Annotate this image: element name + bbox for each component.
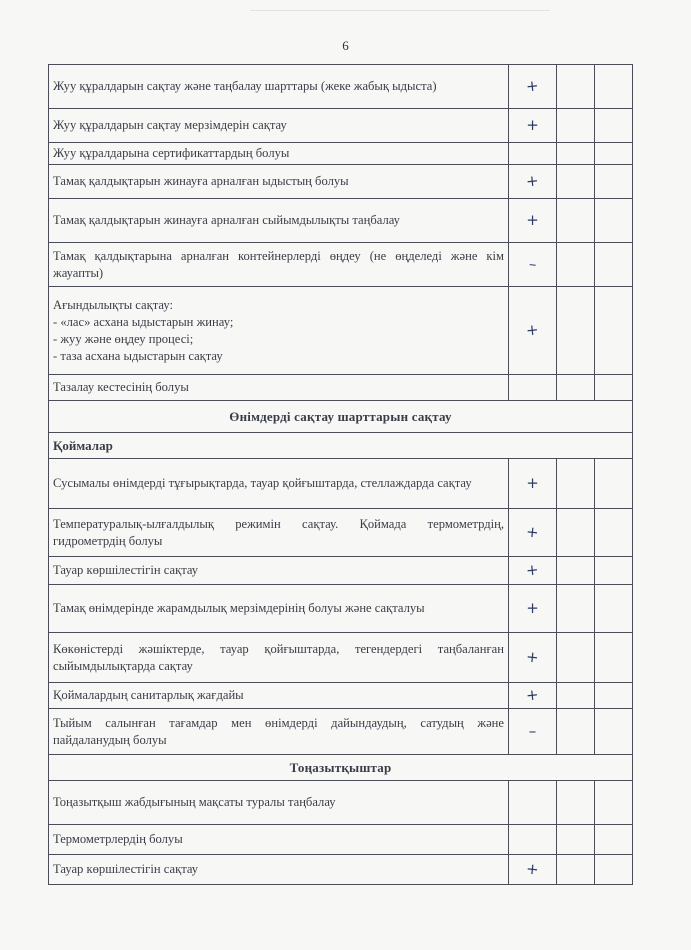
- checklist-row: [49, 243, 633, 287]
- compliance-mark-cell: [509, 633, 557, 683]
- page-number: 6: [342, 38, 349, 53]
- compliance-mark-cell: [509, 781, 557, 825]
- checklist-row: [49, 143, 633, 165]
- requirement-line: Ағындылықты сақтау:: [53, 297, 173, 312]
- empty-cell: [557, 287, 595, 375]
- requirement-text: Тауар көршілестігін сақтау: [49, 557, 509, 585]
- empty-cell: [557, 109, 595, 143]
- plus-mark: +: [525, 685, 540, 705]
- compliance-mark-cell: [509, 557, 557, 585]
- checklist-row: [49, 855, 633, 885]
- requirement-text: Жуу құралдарын сақтау мерзімдерін сақтау: [49, 109, 509, 143]
- compliance-mark-cell: [509, 459, 557, 509]
- checklist-row: [49, 825, 633, 855]
- compliance-mark-cell: [509, 683, 557, 709]
- compliance-mark-cell: [509, 585, 557, 633]
- plus-mark: +: [525, 522, 540, 542]
- empty-cell: [595, 65, 633, 109]
- checklist-row: [49, 65, 633, 109]
- compliance-mark-cell: [509, 709, 557, 755]
- compliance-mark-cell: [509, 375, 557, 401]
- empty-cell: [595, 199, 633, 243]
- plus-mark: +: [526, 211, 539, 229]
- compliance-mark-cell: [509, 143, 557, 165]
- compliance-mark-cell: [509, 287, 557, 375]
- checklist-row: [49, 375, 633, 401]
- compliance-mark-cell: [509, 243, 557, 287]
- checklist-row: [49, 199, 633, 243]
- checklist-row: [49, 683, 633, 709]
- checklist-row: [49, 557, 633, 585]
- section-header-row: [49, 401, 633, 433]
- checklist-table: [48, 64, 633, 885]
- compliance-mark-cell: [509, 109, 557, 143]
- empty-cell: [557, 199, 595, 243]
- requirement-text: Тамақ қалдықтарын жинауға арналған ыдыстың болуы: [49, 165, 509, 199]
- requirement-text: Сусымалы өнімдерді тұғырықтарда, тауар қойғыштарда, стеллаждарда сақтау: [49, 459, 509, 509]
- empty-cell: [557, 509, 595, 557]
- empty-cell: [595, 633, 633, 683]
- plus-mark: +: [525, 560, 540, 580]
- scan-edge-line: [250, 0, 550, 11]
- checklist-row: [49, 509, 633, 557]
- empty-cell: [557, 855, 595, 885]
- plus-mark: +: [526, 116, 539, 134]
- checklist-row: [49, 109, 633, 143]
- checklist-row: [49, 781, 633, 825]
- empty-cell: [595, 165, 633, 199]
- checklist-body: [49, 65, 633, 885]
- empty-cell: [595, 585, 633, 633]
- empty-cell: [557, 781, 595, 825]
- empty-cell: [557, 143, 595, 165]
- requirement-text: Көкөністерді жәшіктерде, тауар қойғыштарда, тегендердегі таңбаланған сыйымдылықтарда сақтау: [49, 633, 509, 683]
- checklist-row: [49, 633, 633, 683]
- empty-cell: [595, 109, 633, 143]
- plus-mark: +: [526, 599, 539, 617]
- checklist-row: [49, 165, 633, 199]
- section-header-row: [49, 755, 633, 781]
- empty-cell: [595, 375, 633, 401]
- empty-cell: [595, 855, 633, 885]
- requirement-text: Қоймалардың санитарлық жағдайы: [49, 683, 509, 709]
- empty-cell: [557, 825, 595, 855]
- requirement-text: Тауар көршілестігін сақтау: [49, 855, 509, 885]
- requirement-line: - таза асхана ыдыстарын сақтау: [53, 348, 223, 363]
- checklist-row: [49, 459, 633, 509]
- requirement-text: Тыйым салынған тағамдар мен өнімдерді дайындаудың, сатудың және пайдаланудың болуы: [49, 709, 509, 755]
- checklist-row: [49, 287, 633, 375]
- compliance-mark-cell: [509, 65, 557, 109]
- empty-cell: [595, 287, 633, 375]
- requirement-text: Жуу құралдарын сақтау және таңбалау шарттары (жеке жабық ыдыста): [49, 65, 509, 109]
- empty-cell: [557, 459, 595, 509]
- subsection-header-row: [49, 433, 633, 459]
- requirement-text: Температуралық-ылғалдылық режимін сақтау. Қоймада термометрдің, гидрометрдің болуы: [49, 509, 509, 557]
- requirement-text: Жуу құралдарына сертификаттардың болуы: [49, 143, 509, 165]
- empty-cell: [557, 243, 595, 287]
- empty-cell: [557, 375, 595, 401]
- requirement-text: Термометрлердің болуы: [49, 825, 509, 855]
- empty-cell: [595, 243, 633, 287]
- requirement-text: Тазалау кестесінің болуы: [49, 375, 509, 401]
- checklist-row: [49, 709, 633, 755]
- section-title: Тоңазытқыштар: [49, 755, 633, 781]
- requirement-text: Тамақ қалдықтарына арналған контейнерлерді өңдеу (не өңделеді және кім жауапты): [49, 243, 509, 287]
- empty-cell: [595, 825, 633, 855]
- requirement-line: - «лас» асхана ыдыстарын жинау;: [53, 314, 234, 329]
- empty-cell: [557, 65, 595, 109]
- empty-cell: [557, 585, 595, 633]
- requirement-text: Тамақ қалдықтарын жинауға арналған сыйымдылықты таңбалау: [49, 199, 509, 243]
- plus-mark: +: [525, 647, 540, 667]
- compliance-mark-cell: [509, 855, 557, 885]
- empty-cell: [557, 683, 595, 709]
- plus-mark: +: [525, 859, 540, 879]
- empty-cell: [595, 459, 633, 509]
- compliance-mark-cell: [509, 165, 557, 199]
- empty-cell: [595, 509, 633, 557]
- requirement-text: Тамақ өнімдерінде жарамдылық мерзімдерінің болуы және сақталуы: [49, 585, 509, 633]
- compliance-mark-cell: [509, 509, 557, 557]
- compliance-mark-cell: [509, 825, 557, 855]
- plus-mark: +: [525, 76, 540, 96]
- empty-cell: [557, 557, 595, 585]
- empty-cell: [595, 143, 633, 165]
- subsection-title: Қоймалар: [49, 433, 633, 459]
- requirement-line: - жуу және өңдеу процесі;: [53, 331, 194, 346]
- requirement-text: Тоңазытқыш жабдығының мақсаты туралы таңбалау: [49, 781, 509, 825]
- plus-mark: +: [525, 320, 540, 340]
- empty-cell: [557, 709, 595, 755]
- empty-cell: [595, 557, 633, 585]
- empty-cell: [595, 683, 633, 709]
- plus-mark: +: [525, 171, 540, 191]
- empty-cell: [595, 709, 633, 755]
- section-title: Өнімдерді сақтау шарттарын сақтау: [49, 401, 633, 433]
- dash-mark: –: [527, 254, 538, 274]
- empty-cell: [595, 781, 633, 825]
- compliance-mark-cell: [509, 199, 557, 243]
- empty-cell: [557, 633, 595, 683]
- dash-mark: –: [528, 722, 537, 740]
- empty-cell: [557, 165, 595, 199]
- checklist-row: [49, 585, 633, 633]
- plus-mark: +: [526, 474, 539, 492]
- requirement-text: [49, 287, 509, 375]
